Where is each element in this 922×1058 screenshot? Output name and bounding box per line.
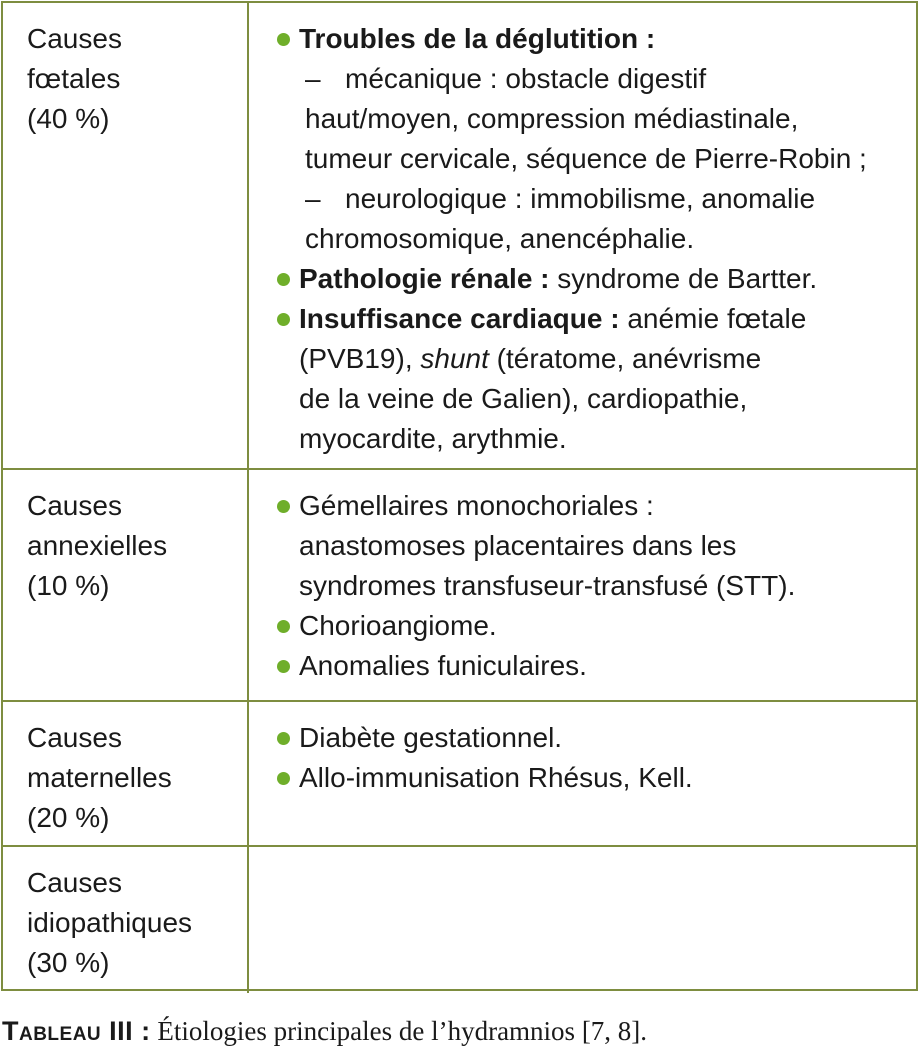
etiology-table	[1, 1, 918, 991]
list-item	[275, 758, 916, 798]
table-row-fetal	[3, 3, 916, 468]
row-header-idiopathic	[3, 847, 249, 993]
list-item-renal	[275, 259, 916, 299]
list-item	[275, 646, 916, 686]
row-header-line: fœtales	[27, 63, 121, 94]
row-header-adnexal	[3, 470, 249, 702]
item-text: Anomalies funiculaires.	[299, 650, 587, 681]
row-header-line: Causes	[27, 722, 122, 753]
item-text: chromosomique, anencéphalie.	[305, 223, 695, 254]
item-text: neurologique : immobilisme, anomalie	[345, 183, 816, 214]
bullet-icon	[277, 620, 290, 633]
item-text: tumeur cervicale, séquence de Pierre-Robin ;	[305, 143, 867, 174]
row-content-adnexal	[251, 470, 916, 702]
row-header-line: Causes	[27, 23, 122, 54]
list-item	[275, 718, 916, 758]
bullet-icon	[277, 660, 290, 673]
list-item-cardiac	[275, 299, 916, 459]
table-row-maternal	[3, 700, 916, 847]
row-content-idiopathic-empty	[251, 847, 916, 993]
row-header-maternal	[3, 702, 249, 847]
item-text: haut/moyen, compression médiastinale,	[305, 103, 799, 134]
bullet-icon	[277, 772, 290, 785]
item-text: Chorioangiome.	[299, 610, 497, 641]
item-text: Diabète gestationnel.	[299, 722, 563, 753]
table-row-adnexal	[3, 468, 916, 702]
row-header-line: (10 %)	[27, 570, 110, 601]
bullet-icon	[277, 732, 290, 745]
bullet-icon	[277, 33, 290, 46]
item-text: anémie fœtale	[619, 303, 807, 334]
table-caption	[2, 1014, 647, 1048]
row-header-line: Causes	[27, 490, 122, 521]
item-text: syndromes transfuseur-transfusé (STT).	[299, 570, 796, 601]
list-item	[275, 606, 916, 646]
row-header-line: idiopathiques	[27, 907, 193, 938]
item-title: Troubles de la déglutition :	[299, 23, 656, 54]
row-header-line: (30 %)	[27, 947, 110, 978]
item-text: (PVB19),	[299, 343, 421, 374]
row-header-line: Causes	[27, 867, 122, 898]
item-text: syndrome de Bartter.	[549, 263, 818, 294]
row-content-maternal	[251, 702, 916, 847]
bullet-icon	[277, 313, 290, 326]
row-header-line: (40 %)	[27, 103, 110, 134]
item-title: Pathologie rénale :	[299, 263, 550, 294]
item-text: Allo-immunisation Rhésus, Kell.	[299, 762, 693, 793]
item-text-italic: shunt	[420, 343, 489, 374]
table-row-idiopathic	[3, 845, 916, 993]
list-item-deglutition	[275, 19, 916, 259]
item-text: (tératome, anévrisme	[488, 343, 762, 374]
row-header-fetal	[3, 3, 249, 468]
row-header-line: maternelles	[27, 762, 172, 793]
caption-text: Étiologies principales de l’hydramnios [7, 8].	[150, 1016, 648, 1046]
row-header-line: annexielles	[27, 530, 168, 561]
item-text: anastomoses placentaires dans les	[299, 530, 737, 561]
row-header-line: (20 %)	[27, 802, 110, 833]
item-text: de la veine de Galien), cardiopathie,	[299, 383, 748, 414]
row-content-fetal	[251, 3, 916, 468]
item-text: myocardite, arythmie.	[299, 423, 567, 454]
list-item	[275, 486, 916, 606]
item-text: mécanique : obstacle digestif	[345, 63, 707, 94]
item-text: Gémellaires monochoriales :	[299, 490, 654, 521]
bullet-icon	[277, 273, 290, 286]
item-title: Insuffisance cardiaque :	[299, 303, 620, 334]
caption-label: Tableau III :	[2, 1016, 151, 1046]
bullet-icon	[277, 500, 290, 513]
dash-marker: –	[305, 183, 321, 214]
dash-marker: –	[305, 63, 321, 94]
